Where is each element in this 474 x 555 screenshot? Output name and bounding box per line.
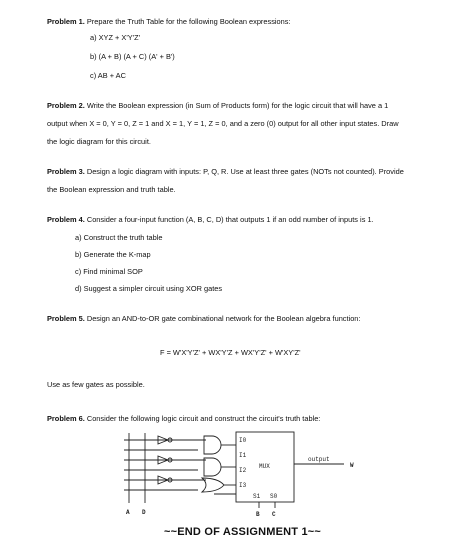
- problem6-label: Problem 6.: [47, 414, 85, 423]
- mux-input-i3: I3: [239, 482, 247, 489]
- problem4-item-d: d) Suggest a simpler circuit using XOR gates: [75, 284, 223, 293]
- problem3-text-1: Design a logic diagram with inputs: P, Q, R. Use at least three gates (NOTs not counted). Provide: [86, 167, 404, 176]
- problem2-line-1: [47, 101, 388, 110]
- problem5-heading: [47, 314, 360, 323]
- problem4-label: Problem 4.: [47, 215, 85, 224]
- input-c-label: C: [272, 511, 276, 518]
- problem2-line-3: the logic diagram for this circuit.: [47, 137, 151, 146]
- problem2-label: Problem 2.: [47, 101, 85, 110]
- problem1-item-c: c) AB + AC: [90, 71, 126, 80]
- mux-input-i1: I1: [239, 452, 247, 459]
- problem6-text: Consider the following logic circuit and construct the circuit's truth table:: [86, 414, 321, 423]
- problem4-heading: [47, 215, 374, 224]
- select-s0-label: S0: [270, 493, 278, 500]
- problem4-item-c: c) Find minimal SOP: [75, 267, 143, 276]
- problem5-note: Use as few gates as possible.: [47, 380, 145, 389]
- output-var: W: [350, 462, 354, 469]
- problem3-line-1: [47, 167, 404, 176]
- and-gate-icon: [204, 458, 221, 476]
- problem4-item-a: a) Construct the truth table: [75, 233, 163, 242]
- problem4-item-b: b) Generate the K-map: [75, 250, 151, 259]
- problem1-item-a: a) XYZ + X'Y'Z': [90, 33, 141, 42]
- problem2-text-1: Write the Boolean expression (in Sum of Products form) for the logic circuit that will have a 1: [86, 101, 389, 110]
- problem5-text: Design an AND-to-OR gate combinational network for the Boolean algebra function:: [86, 314, 361, 323]
- and-gate-icon: [204, 436, 221, 454]
- problem1-item-b: b) (A + B) (A + C) (A' + B'): [90, 52, 175, 61]
- mux-input-i2: I2: [239, 467, 247, 474]
- input-a-label: A: [126, 509, 130, 516]
- logic-circuit-diagram: [118, 428, 376, 520]
- problem5-function: F = W'X'Y'Z' + WX'Y'Z + WX'Y'Z' + W'XY'Z': [160, 348, 301, 357]
- problem6-heading: [47, 414, 320, 423]
- problem5-label: Problem 5.: [47, 314, 85, 323]
- problem1-text: Prepare the Truth Table for the following Boolean expressions:: [86, 17, 291, 26]
- mux-input-i0: I0: [239, 437, 247, 444]
- select-s1-label: S1: [253, 493, 261, 500]
- problem1-label: Problem 1.: [47, 17, 85, 26]
- problem3-label: Problem 3.: [47, 167, 85, 176]
- problem4-text: Consider a four-input function (A, B, C, D) that outputs 1 if an odd number of inputs is 1.: [86, 215, 374, 224]
- problem1-heading: [47, 17, 291, 26]
- output-label: output: [308, 456, 330, 463]
- problem3-line-2: the Boolean expression and truth table.: [47, 185, 176, 194]
- problem2-line-2: output when X = 0, Y = 0, Z = 1 and X = 1, Y = 1, Z = 0, and a zero (0) output for all other input states. Draw: [47, 119, 399, 128]
- input-d-label: D: [142, 509, 146, 516]
- mux-label: MUX: [259, 463, 270, 470]
- end-of-assignment: ~~END OF ASSIGNMENT 1~~: [164, 526, 322, 538]
- input-b-label: B: [256, 511, 260, 518]
